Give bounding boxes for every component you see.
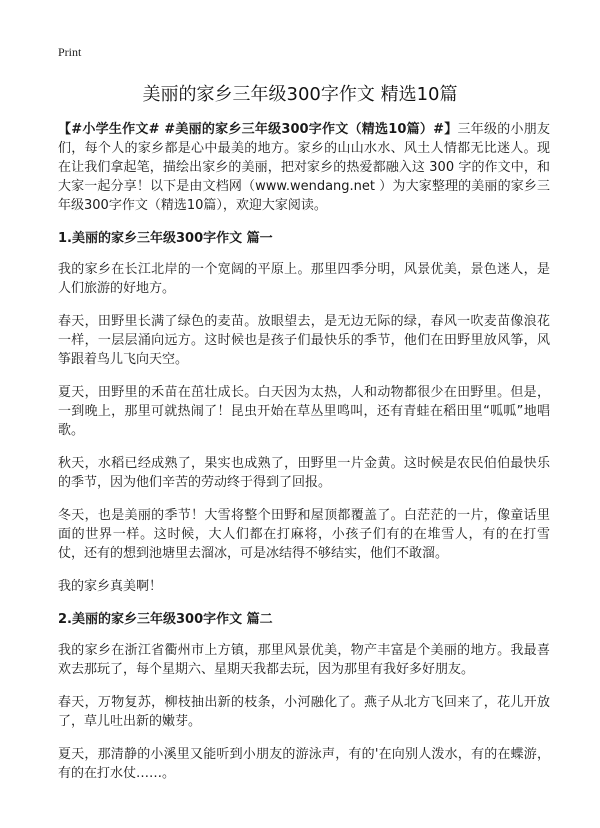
section1-paragraph: 秋天，水稻已经成熟了，果实也成熟了，田野里一片金黄。这时候是农民伯伯最快乐的季节，因为他们辛苦的劳动终于得到了回报。 xyxy=(58,456,550,490)
section2-paragraph: 我的家乡在浙江省衢州市上方镇，那里风景优美，物产丰富是个美丽的地方。我最喜欢去那玩了，每个星期六、星期天我都去玩，因为那里有我好多好朋友。 xyxy=(58,643,550,677)
section1-paragraph: 春天，田野里长满了绿色的麦苗。放眼望去，是无边无际的绿，春风一吹麦苗像浪花一样，一层层涌向远方。这时候也是孩子们最快乐的季节，他们在田野里放风筝，风筝跟着鸟儿飞向天空。 xyxy=(58,314,550,367)
section1-paragraph: 冬天，也是美丽的季节！大雪将整个田野和屋顶都覆盖了。白茫茫的一片，像童话里面的世界一样。这时候，大人们都在打麻将，小孩子们有的在堆雪人，有的在打雪仗，还有的想到池塘里去溜冰，可是冰结得不够结实，他们不敢溜。 xyxy=(58,508,550,561)
intro-text: 三年级的小朋友们，每个人的家乡都是心中最美的地方。家乡的山山水水、风土人情都无比迷人。现在让我们拿起笔，描绘出家乡的美丽，把对家乡的热爱都融入这 300 字的作文中，和大家一起分享！以下是由文档网（www.wendang.net ）为大家整理的美丽的家乡三年级300字作文（精选10篇），欢迎大家阅读。 xyxy=(58,122,550,213)
article-body xyxy=(58,120,550,797)
section1-paragraph: 我的家乡在长江北岸的一个宽阔的平原上。那里四季分明，风景优美，景色迷人，是人们旅游的好地方。 xyxy=(58,262,550,296)
section2-paragraph: 夏天，那清静的小溪里又能听到小朋友的游泳声，有的'在向别人泼水，有的在蝶游，有的在打水仗……。 xyxy=(58,747,550,781)
section1-paragraph: 夏天，田野里的禾苗在茁壮成长。白天因为太热，人和动物都很少在田野里。但是，一到晚上，那里可就热闹了！昆虫开始在草丛里鸣叫，还有青蛙在稻田里“呱呱”地唱歌。 xyxy=(58,385,550,438)
section1-paragraph: 我的家乡真美啊！ xyxy=(58,579,163,594)
section2-paragraph: 春天，万物复苏，柳枝抽出新的枝条，小河融化了。燕子从北方飞回来了，花儿开放了，草儿吐出新的嫩芽。 xyxy=(58,695,550,729)
intro-tags: 【#小学生作文# #美丽的家乡三年级300字作文（精选10篇）#】 xyxy=(58,122,458,137)
section-heading-2: 2.美丽的家乡三年级300字作文 篇二 xyxy=(58,612,273,627)
intro-paragraph xyxy=(58,120,550,215)
section-heading-1: 1.美丽的家乡三年级300字作文 篇一 xyxy=(58,231,273,246)
print-link[interactable]: Print xyxy=(58,45,82,59)
page-title: 美丽的家乡三年级300字作文 精选10篇 xyxy=(142,84,458,105)
